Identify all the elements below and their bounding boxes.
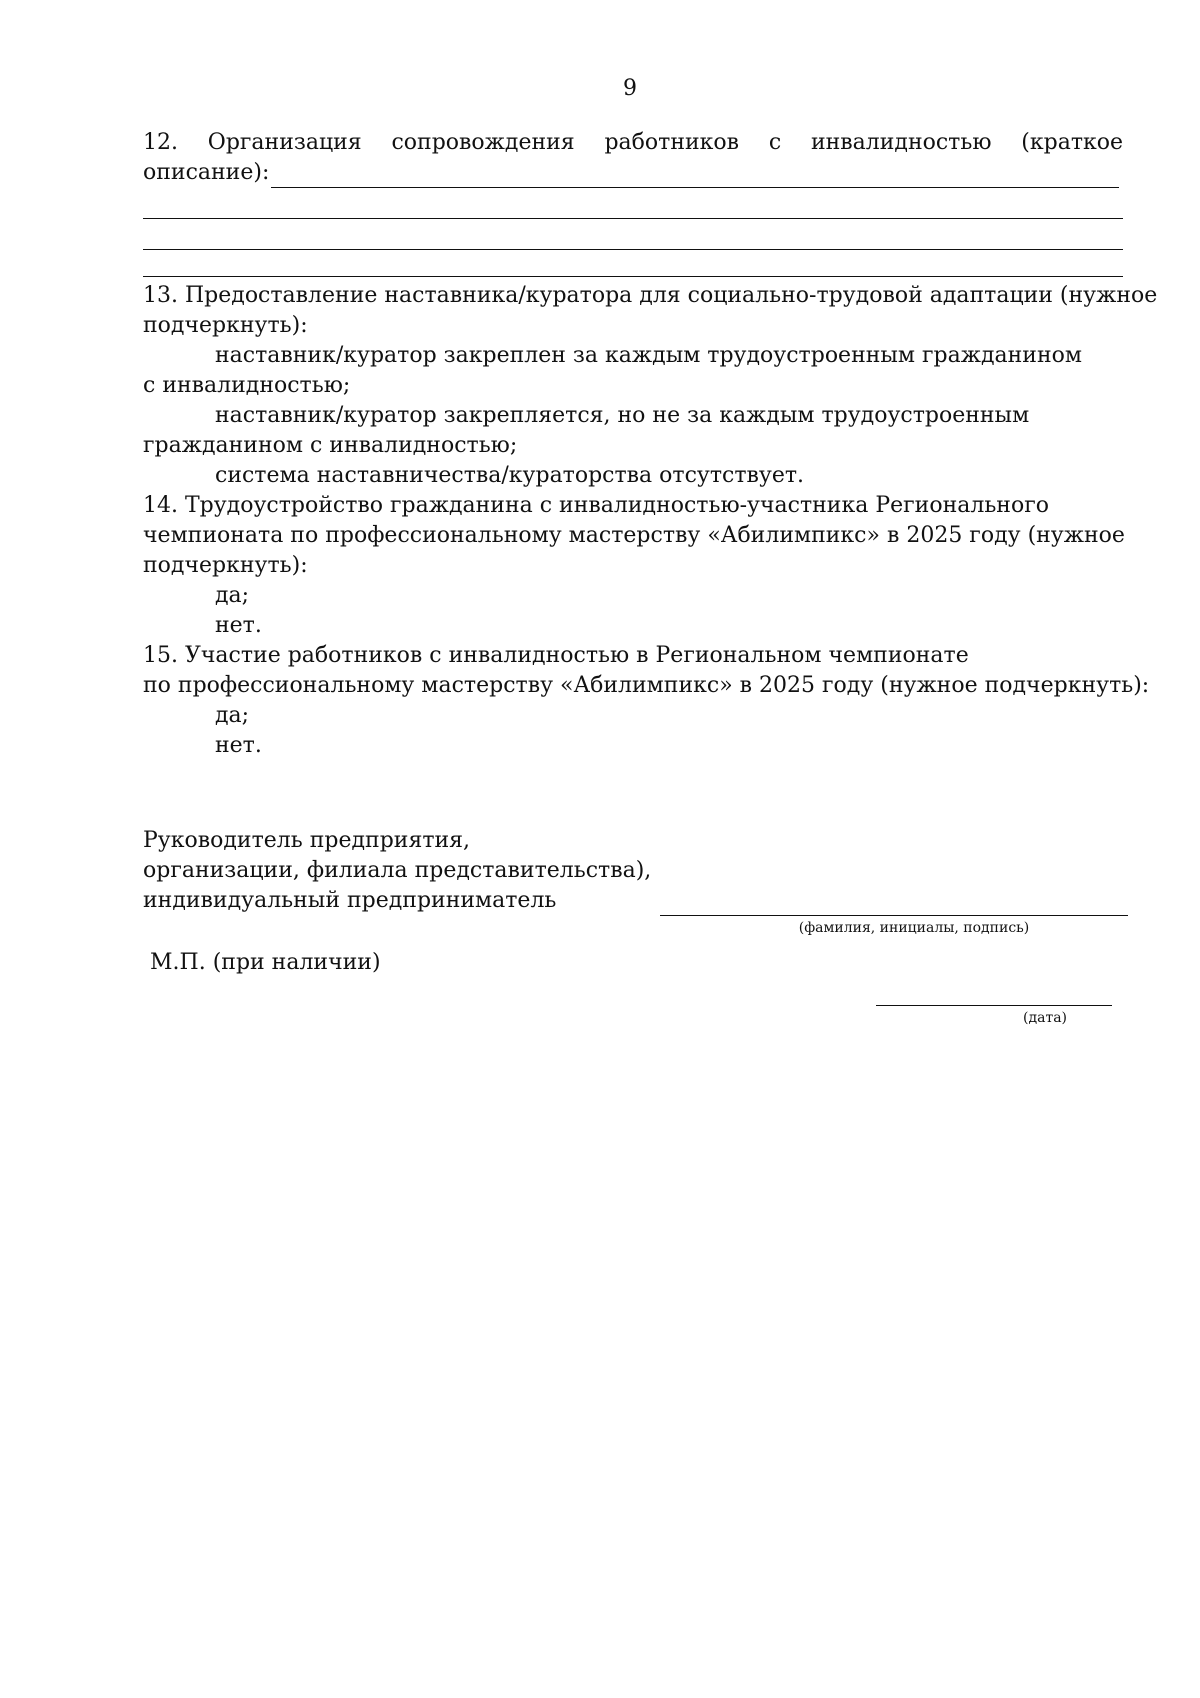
item-14 xyxy=(143,491,1123,641)
item-13-option-2-line-1[interactable]: наставник/куратор закрепляется, но не за каждым трудоустроенным xyxy=(215,403,1030,428)
item-15-line-2: по профессиональному мастерству «Абилимпикс» в 2025 году (нужное подчеркнуть): xyxy=(143,673,1150,698)
item-13-line-2: подчеркнуть): xyxy=(143,313,308,338)
item-12-description-field-2[interactable] xyxy=(143,188,1123,219)
item-15-line-1: 15. Участие работников с инвалидностью в Региональном чемпионате xyxy=(143,643,969,668)
stamp-label: М.П. (при наличии) xyxy=(150,950,381,975)
date-field[interactable] xyxy=(876,1005,1112,1006)
signature-field[interactable] xyxy=(660,915,1128,916)
signature-title-line-2: организации, филиала представительства), xyxy=(143,858,652,883)
item-12-description-field-4[interactable] xyxy=(143,250,1123,277)
item-12-description-field-3[interactable] xyxy=(143,219,1123,250)
item-12-description-field[interactable] xyxy=(271,163,1119,188)
item-13-option-1-line-2[interactable]: с инвалидностью; xyxy=(143,373,351,398)
item-13-option-1-line-1[interactable]: наставник/куратор закреплен за каждым трудоустроенным гражданином xyxy=(215,343,1082,368)
item-14-option-no[interactable]: нет. xyxy=(215,613,262,638)
page-number: 9 xyxy=(623,76,637,101)
item-13-option-2-line-2[interactable]: гражданином с инвалидностью; xyxy=(143,433,518,458)
item-12 xyxy=(143,128,1123,277)
date-caption: (дата) xyxy=(1023,1010,1067,1026)
signature-caption: (фамилия, инициалы, подпись) xyxy=(798,920,1030,936)
item-15-option-yes[interactable]: да; xyxy=(215,703,250,728)
item-14-line-1: 14. Трудоустройство гражданина с инвалидностью-участника Регионального xyxy=(143,493,1049,518)
item-13 xyxy=(143,281,1158,491)
item-12-description-row xyxy=(143,158,1123,188)
item-12-line-2: описание): xyxy=(143,160,270,185)
signature-title-line-1: Руководитель предприятия, xyxy=(143,828,471,853)
item-14-line-2: чемпионата по профессиональному мастерству «Абилимпикс» в 2025 году (нужное xyxy=(143,523,1125,548)
item-12-line-1: 12. Организация сопровождения работников с инвалидностью (краткое xyxy=(143,130,1123,155)
signature-block xyxy=(143,826,651,916)
item-14-line-3: подчеркнуть): xyxy=(143,553,308,578)
item-13-line-1: 13. Предоставление наставника/куратора для социально-трудовой адаптации (нужное xyxy=(143,283,1158,308)
item-13-option-3[interactable]: система наставничества/кураторства отсутствует. xyxy=(215,463,805,488)
signature-title-line-3: индивидуальный предприниматель xyxy=(143,888,557,913)
item-15 xyxy=(143,641,1150,761)
item-14-option-yes[interactable]: да; xyxy=(215,583,250,608)
form-body xyxy=(143,128,1158,761)
item-15-option-no[interactable]: нет. xyxy=(215,733,262,758)
